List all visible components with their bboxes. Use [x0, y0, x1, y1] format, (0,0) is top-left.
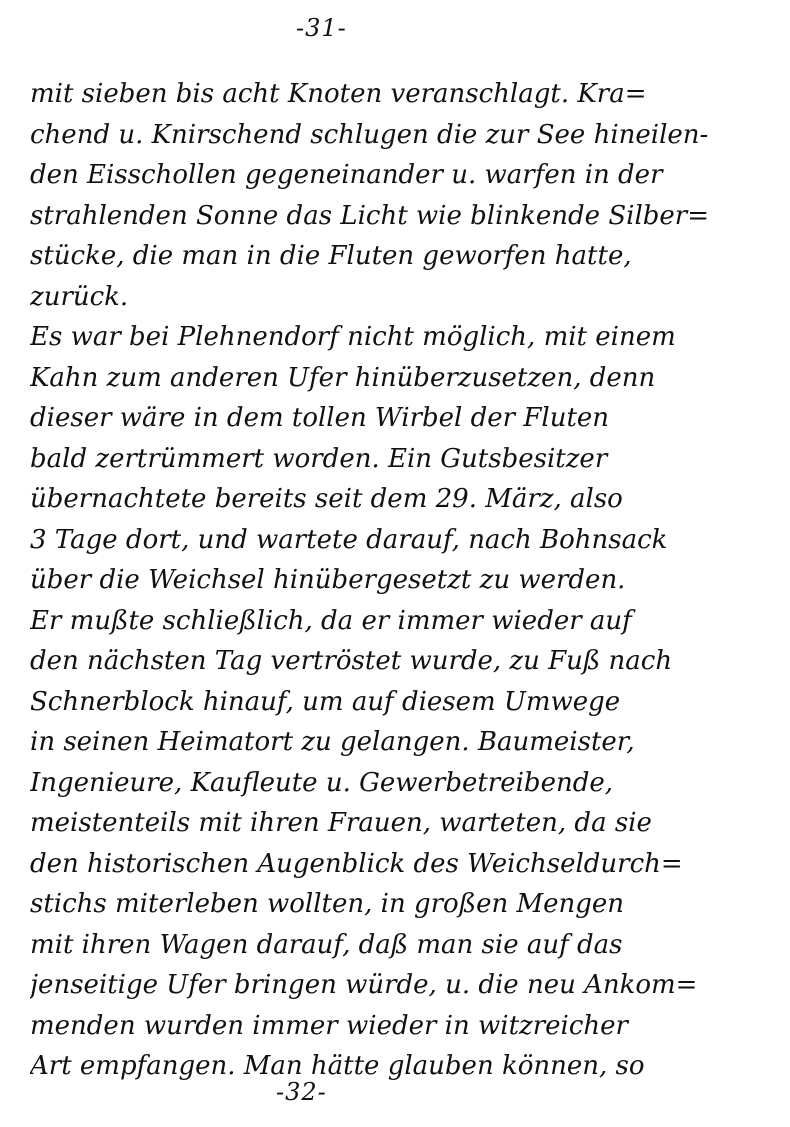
text-line: menden wurden immer wieder in witzreicher: [30, 1010, 628, 1041]
text-line: Kahn zum anderen Ufer hinüberzusetzen, denn: [30, 362, 656, 393]
text-line: jenseitige Ufer bringen würde, u. die neu Ankom=: [30, 970, 698, 1000]
text-line: in seinen Heimatort zu gelangen. Baumeister,: [30, 727, 635, 757]
text-line: mit sieben bis acht Knoten veranschlagt. Kra=: [30, 79, 647, 109]
text-line: chend u. Knirschend schlugen die zur See hineilen-: [30, 119, 709, 150]
text-line: den Eisschollen gegeneinander u. warfen in der: [30, 160, 663, 190]
text-line: Schnerblock hinauf, um auf diesem Umwege: [30, 686, 621, 717]
page-number-top: -31-: [296, 14, 347, 42]
text-line: Ingenieure, Kaufleute u. Gewerbetreibende,: [30, 767, 614, 798]
text-line: dieser wäre in dem tollen Wirbel der Fluten: [30, 403, 610, 433]
text-line: bald zertrümmert worden. Ein Gutsbesitzer: [30, 443, 608, 474]
text-line: Er mußte schließlich, da er immer wieder auf: [30, 605, 632, 636]
text-line: den nächsten Tag vertröstet wurde, zu Fuß nach: [30, 646, 673, 676]
text-line: 3 Tage dort, und wartete darauf, nach Bohnsack: [30, 524, 668, 555]
text-line: mit ihren Wagen darauf, daß man sie auf das: [30, 929, 623, 960]
text-line: Es war bei Plehnendorf nicht möglich, mit einem: [30, 322, 676, 352]
text-line: den historischen Augenblick des Weichseldurch=: [30, 848, 683, 879]
text-line: stücke, die man in die Fluten geworfen hatte,: [30, 241, 632, 271]
page-number-bottom: -32-: [276, 1078, 327, 1106]
text-line: Art empfangen. Man hätte glauben können, so: [30, 1051, 645, 1081]
text-line: zurück.: [30, 281, 129, 312]
handwritten-text-body: [30, 74, 760, 1087]
text-line: meistenteils mit ihren Frauen, warteten, da sie: [30, 808, 652, 838]
text-line: übernachtete bereits seit dem 29. März, also: [30, 484, 623, 514]
text-line: strahlenden Sonne das Licht wie blinkende Silber=: [30, 200, 710, 231]
text-line: stichs miterleben wollten, in großen Mengen: [30, 889, 624, 919]
text-line: über die Weichsel hinübergesetzt zu werden.: [30, 565, 626, 595]
